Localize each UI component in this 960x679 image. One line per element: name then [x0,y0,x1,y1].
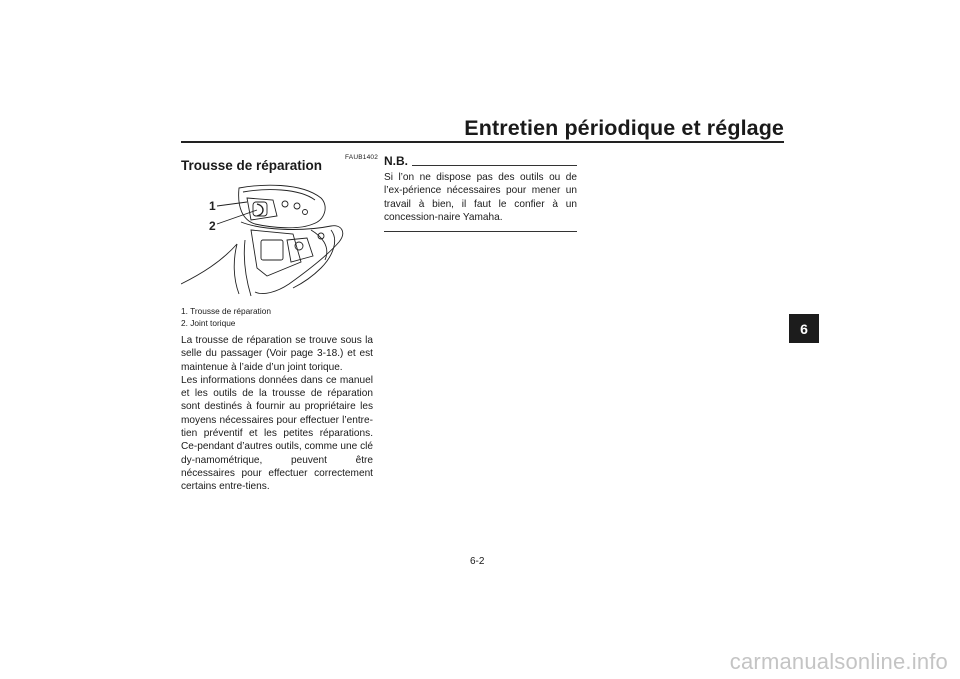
section-body [181,334,373,494]
caption-item: 1. Trousse de réparation [181,306,271,316]
title-rule [181,141,784,143]
page-title: Entretien périodique et réglage [464,116,784,140]
section-code: FAUB1402 [345,154,379,161]
note-bottom-rule [384,231,577,232]
paragraph: La trousse de réparation se trouve sous la selle du passager (Voir page 3-18.) et est maintenue à l’aide d’un joint torique. [181,335,373,373]
note-rule [384,165,577,166]
note-label: N.B. [384,154,412,168]
section-heading: Trousse de réparation [181,158,323,173]
chapter-tab[interactable]: 6 [789,314,819,343]
page-number: 6-2 [470,556,485,567]
callout-2: 2 [209,219,216,233]
callout-1: 1 [209,199,216,213]
note-header [384,152,577,170]
figure-captions [181,305,271,329]
repair-kit-illustration [181,180,371,302]
caption-item: 2. Joint torique [181,318,236,328]
paragraph: Les informations données dans ce manuel et les outils de la trousse de réparation sont destinés à fournir au propriétaire les moyens nécessaires pour effectuer l’entre-tien préventif et les petites réparations. Ce-pendant d’autres outils, comme une clé dy-namométrique, peuvent être nécessaires pour effectuer correctement certains entre-tiens. [181,374,373,493]
watermark: carmanualsonline.info [729,649,948,674]
note-text: Si l’on ne dispose pas des outils ou de l’ex-périence nécessaires pour mener un travail à bien, il faut le confier à un concession-naire Yamaha. [384,172,577,223]
